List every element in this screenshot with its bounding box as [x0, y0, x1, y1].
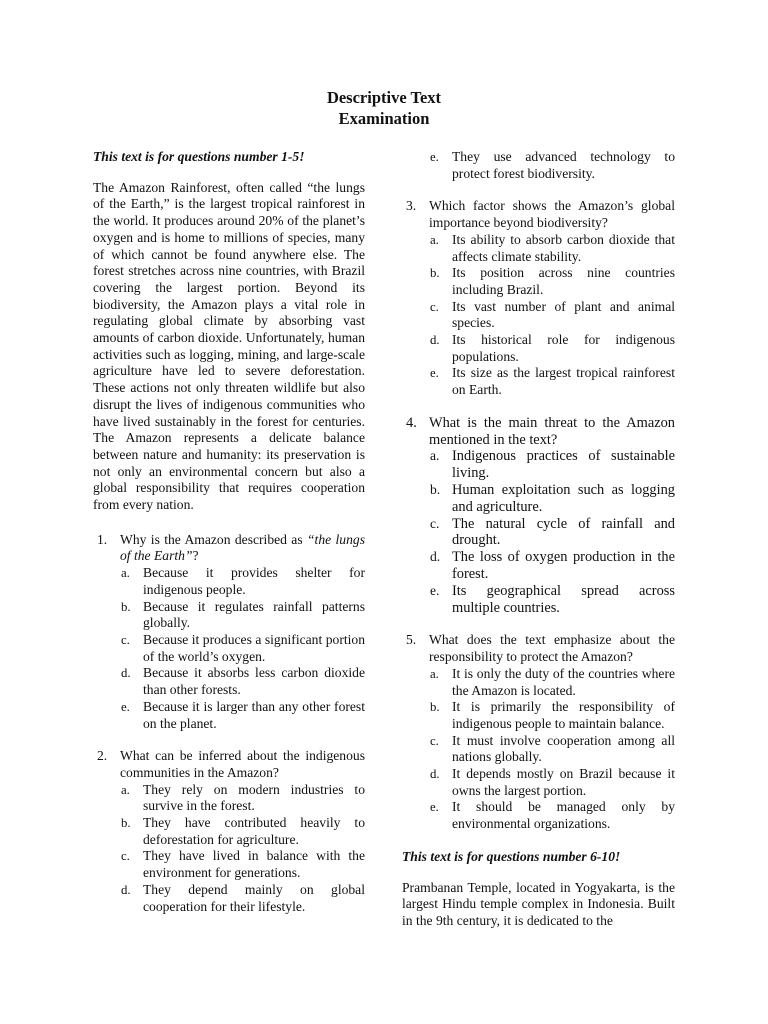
- option-d: d. Its historical role for indigenous populations.: [430, 332, 675, 364]
- question-4: [402, 415, 675, 617]
- section1-lead: This text is for questions number 1-5!: [93, 149, 305, 164]
- option-c: c. Its vast number of plant and animal species.: [430, 298, 675, 331]
- option-c: c. The natural cycle of rainfall and drought.: [430, 515, 675, 549]
- question-text: Why is the Amazon described as “the lungs of the Earth”?: [120, 531, 365, 564]
- title-line-1: Descriptive Text: [326, 88, 442, 107]
- question-text: What does the text emphasize about the responsibility to protect the Amazon?: [429, 632, 675, 665]
- option-e: e. They use advanced technology to protect forest biodiversity.: [430, 149, 675, 181]
- passage-amazon: The Amazon Rainforest, often called “the lungs of the Earth,” is the largest tropical rainforest in the world. It produces around 20% of the planet’s oxygen and is home to millions of species, many of which cannot be found anywhere else. The forest stretches across nine countries, with Brazil covering the largest portion. Beyond its biodiversity, the Amazon plays a vital role in regulating global climate by absorbing vast amounts of carbon dioxide. Unfortunately, human activities such as logging, mining, and large-scale agriculture have led to severe deforestation. These actions not only threaten wildlife but also disrupt the lives of indigenous communities who have lived sustainably in the forest for centuries. The Amazon represents a delicate balance between nature and humanity: its preservation is not only an environmental concern but also a global responsibility that requires cooperation from every nation.: [93, 179, 365, 513]
- option-a: a. It is only the duty of the countries where the Amazon is located.: [430, 665, 675, 698]
- option-d: d. It depends mostly on Brazil because it owns the largest portion.: [430, 766, 675, 798]
- question-text: What can be inferred about the indigenous communities in the Amazon?: [120, 748, 365, 780]
- page-title: [0, 87, 768, 129]
- option-b: b. Human exploitation such as logging and agriculture.: [430, 482, 675, 515]
- question-2: [93, 748, 365, 915]
- question-number: 5.: [406, 632, 417, 648]
- option-c: c. Because it produces a significant portion of the world’s oxygen.: [121, 631, 365, 664]
- question-text: What is the main threat to the Amazon mentioned in the text?: [429, 414, 675, 448]
- question-number: 1.: [97, 531, 108, 547]
- question-text: Which factor shows the Amazon’s global importance beyond biodiversity?: [429, 198, 675, 231]
- question-5: [402, 632, 675, 832]
- option-a: a. Because it provides shelter for indigenous people.: [121, 565, 365, 597]
- option-e: e. Its geographical spread across multiple countries.: [430, 582, 675, 616]
- left-column: [93, 149, 365, 931]
- question-number: 4.: [406, 414, 417, 431]
- question-2-continued: [402, 149, 675, 182]
- option-a: a. They rely on modern industries to survive in the forest.: [121, 781, 365, 814]
- title-line-2: Examination: [338, 109, 430, 128]
- option-b: b. It is primarily the responsibility of indigenous people to maintain balance.: [430, 699, 675, 731]
- option-e: e. Because it is larger than any other forest on the planet.: [121, 698, 365, 731]
- right-column: [402, 149, 675, 948]
- option-c: c. It must involve cooperation among all nations globally.: [430, 732, 675, 765]
- option-e: e. It should be managed only by environmental organizations.: [430, 799, 675, 832]
- passage-prambanan: Prambanan Temple, located in Yogyakarta, is the largest Hindu temple complex in Indonesia. Built in the 9th century, it is dedicated to the: [402, 879, 675, 928]
- question-number: 3.: [406, 198, 417, 214]
- option-d: d. They depend mainly on global cooperation for their lifestyle.: [121, 881, 365, 914]
- option-d: d. Because it absorbs less carbon dioxide than other forests.: [121, 665, 365, 698]
- section2-lead: This text is for questions number 6-10!: [402, 848, 621, 864]
- option-b: b. They have contributed heavily to deforestation for agriculture.: [121, 815, 365, 847]
- option-a: a. Its ability to absorb carbon dioxide that affects climate stability.: [430, 231, 675, 264]
- question-number: 2.: [97, 748, 108, 764]
- option-b: b. Because it regulates rainfall patterns globally.: [121, 598, 365, 631]
- question-3: [402, 198, 675, 398]
- option-b: b. Its position across nine countries including Brazil.: [430, 265, 675, 297]
- question-1: [93, 532, 365, 732]
- option-d: d. The loss of oxygen production in the forest.: [430, 549, 675, 583]
- option-a: a. Indigenous practices of sustainable living.: [430, 448, 675, 482]
- option-c: c. They have lived in balance with the environment for generations.: [121, 848, 365, 881]
- question-quote: “the lungs of the Earth”: [120, 531, 365, 564]
- option-e: e. Its size as the largest tropical rainforest on Earth.: [430, 365, 675, 398]
